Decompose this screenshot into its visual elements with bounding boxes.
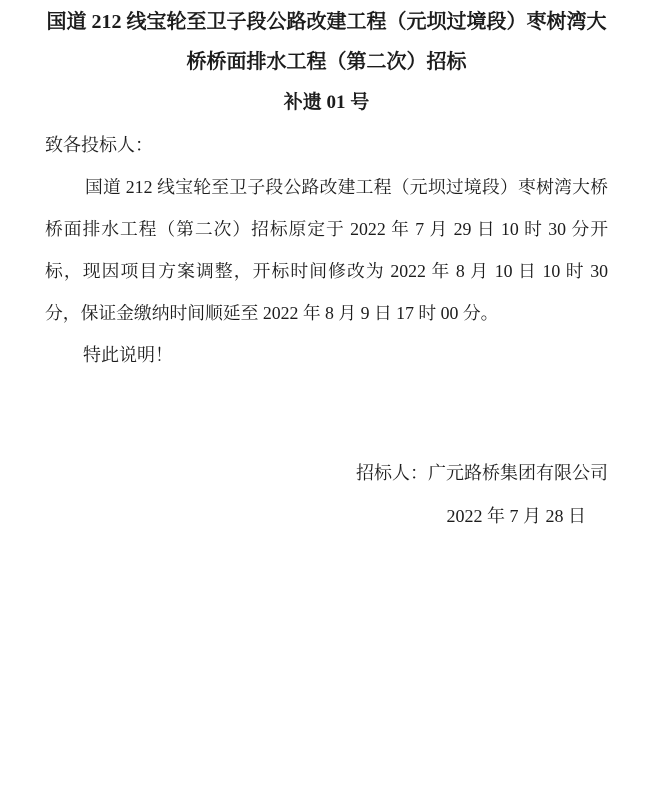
body-paragraph: 国道 212 线宝轮至卫子段公路改建工程（元坝过境段）枣树湾大桥桥面排水工程（第二次）招标原定于 2022 年 7 月 29 日 10 时 30 分开标，现因项目方案调整，开标时间修改为 2022 年 8 月 10 日 10 时 30 分，保证金缴纳时间顺延至 2022 年 8 月 9 日 17 时 00 分。	[45, 177, 608, 323]
title-line-1: 国道 212 线宝轮至卫子段公路改建工程（元坝过境段）枣树湾大	[46, 11, 607, 33]
document-title	[45, 2, 608, 82]
document-date: 2022 年 7 月 28 日	[446, 506, 586, 526]
title-line-2: 桥桥面排水工程（第二次）招标	[186, 51, 467, 73]
salutation: 致各投标人：	[45, 135, 153, 155]
supplement-number: 补遗 01 号	[283, 92, 370, 113]
tenderer-name-line: 招标人：广元路桥集团有限公司	[356, 463, 608, 483]
signature-block	[45, 452, 608, 538]
closing-statement: 特此说明！	[83, 345, 173, 365]
